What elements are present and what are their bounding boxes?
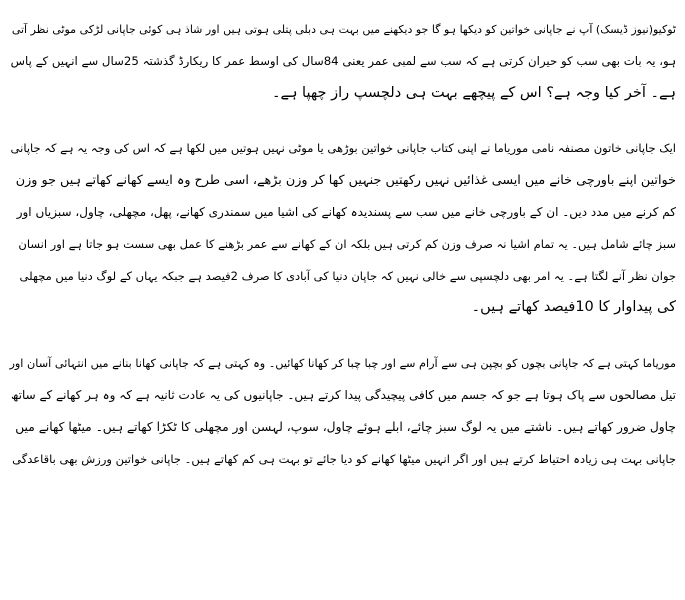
text-line: جوان نظر آنے لگتا ہے۔ یہ امر بھی دلچسپی سے خالی نہیں کہ جاپان دنیا کی آبادی کا صرف 2فیصد ہے جبکہ یہاں کے لوگ دنیا میں مچھلی: [19, 268, 676, 283]
article-body: [8, 14, 676, 475]
text-line: تیل مصالحوں سے پاک ہوتا ہے جو کہ جسم میں کافی پیچیدگی پیدا کرتے ہیں۔ جاپانیوں کی یہ عادت ثانیہ ہے کہ وہ ہر کھانے کے ساتھ: [11, 387, 676, 402]
text-line: جاپانی بہت ہی زیادہ احتیاط کرتے ہیں اور اگر انہیں میٹھا کھانے کو دیا جائے تو بہت ہی کم کھاتے ہیں۔ جاپانی خواتین ورزش بھی باقاعدگی: [12, 451, 676, 466]
text-line: سبز چائے شامل ہیں۔ یہ تمام اشیا نہ صرف وزن کم کرتی ہیں بلکہ ان کے کھانے سے عمر بڑھنے کا عمل بھی سست ہو جاتا ہے اور انسان: [18, 236, 676, 251]
text-line: موریاما کہتی ہے کہ جاپانی بچوں کو بچپن ہی سے آرام سے اور چبا چبا کر کھانا کھائیں۔ وہ کہتی ہے کہ جاپانی کھانا بنانے میں انتہائی آسان اور: [9, 357, 676, 371]
text-line: ایک جاپانی خاتون مصنفہ نامی موریاما نے اپنی کتاب جاپانی خواتین بوڑھی یا موٹی نہیں ہوتیں میں لکھا ہے کہ اس کی وجہ یہ ہے کہ جاپانی: [10, 141, 676, 156]
paragraph-intro: [8, 14, 676, 109]
paragraph-book: [8, 133, 676, 324]
text-line: چاول ضرور کھاتے ہیں۔ ناشتے میں یہ لوگ سبز چائے، ابلے ہوئے چاول، سوپ، لہسن اور مچھلی کا ٹکڑا کھاتے ہیں۔ میٹھا کھانے میں: [15, 419, 676, 434]
text-line: ٹوکیو(نیوز ڈیسک) آپ نے جاپانی خواتین کو دیکھا ہو گا جو دیکھنے میں بہت ہی دبلی پتلی ہوتی ہیں اور شاذ ہی کوئی جاپانی لڑکی موٹی نظر آتی: [11, 23, 676, 36]
text-line: ہو، یہ بات بھی سب کو حیران کرتی ہے کہ سب سے لمبی عمر یعنی 84سال کی اوسط عمر کا ریکارڈ گذشتہ 25سال سے انہیں کے پاس: [10, 53, 676, 68]
text-line: کی پیداوار کا 10فیصد کھاتے ہیں۔: [471, 299, 676, 316]
text-line: خواتین اپنے باورچی خانے میں ایسی غذائیں نہیں رکھتیں جنہیں کھا کر وزن بڑھے، اسی طرح وہ ایسے کھانے کھاتے ہیں جو وزن: [15, 173, 676, 189]
text-line: ہے۔ آخر کیا وجہ ہے؟ اس کے پیچھے بہت ہی دلچسپ راز چھپا ہے۔: [271, 84, 676, 101]
paragraph-habits: [8, 348, 676, 475]
text-line: کم کرنے میں مدد دیں۔ ان کے باورچی خانے میں سب سے پسندیدہ کھانے کی اشیا میں سمندری کھانے، پھل، مچھلی، چاول، سبزیاں اور: [16, 204, 676, 219]
